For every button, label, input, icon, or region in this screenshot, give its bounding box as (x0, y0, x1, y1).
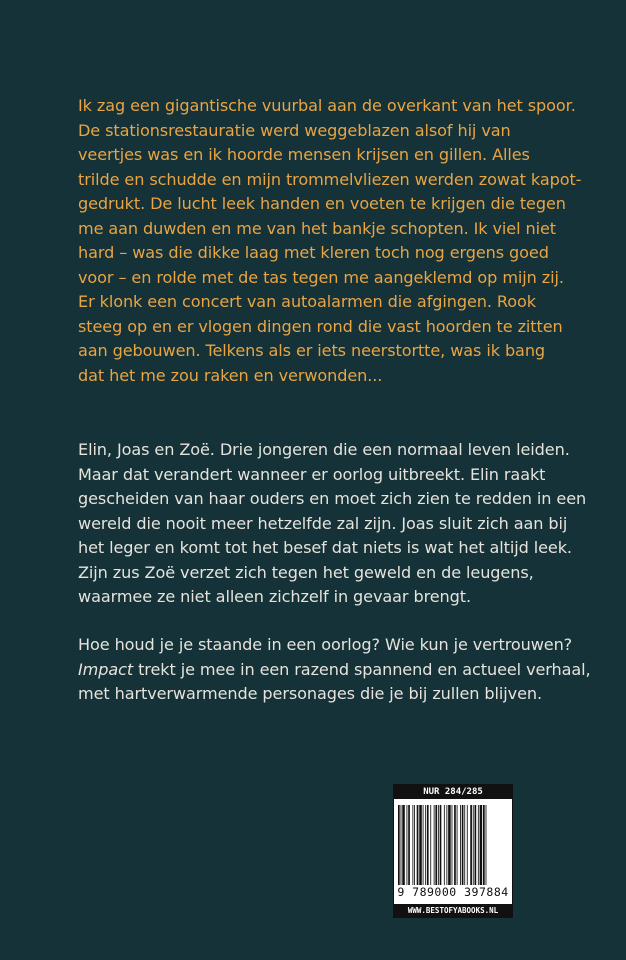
blurb-line: met hartverwarmende personages die je bij zullen blijven. (78, 684, 542, 703)
blurb-line (78, 658, 598, 683)
blurb-paragraph-1 (78, 438, 598, 610)
excerpt-line: trilde en schudde en mijn trommelvliezen werden zowat kapot- (78, 169, 582, 189)
excerpt-line: voor – en rolde met de tas tegen me aangeklemd op mijn zij. (78, 267, 564, 287)
excerpt-line: hard – was die dikke laag met kleren toch nog ergens goed (78, 243, 549, 262)
excerpt-line: Ik zag een gigantische vuurbal aan de overkant van het spoor. (78, 96, 576, 115)
blurb-line: het leger en komt tot het besef dat niets is wat het altijd leek. (78, 538, 572, 557)
publisher-website: WWW.BESTOFYABOOKS.NL (394, 904, 512, 917)
blurb-line: gescheiden van haar ouders en moet zich zien te redden in een (78, 489, 587, 508)
blurb-line: Zijn zus Zoë verzet zich tegen het geweld en de leugens, (78, 562, 534, 582)
barcode-label (393, 784, 513, 918)
blurb-line: Maar dat verandert wanneer er oorlog uitbreekt. Elin raakt (78, 464, 546, 484)
isbn-number: 9 789000 397884 (397, 885, 509, 899)
excerpt-line: steeg op en er vlogen dingen rond die vast hoorden te zitten (78, 316, 563, 336)
excerpt-quote (78, 94, 598, 388)
blurb-line: Elin, Joas en Zoë. Drie jongeren die een normaal leven leiden. (78, 440, 570, 459)
excerpt-line: dat het me zou raken en verwonden... (78, 365, 383, 385)
blurb-line: Hoe houd je je staande in een oorlog? Wie kun je vertrouwen? (78, 635, 573, 654)
barcode-icon (398, 805, 508, 885)
nur-code: NUR 284/285 (394, 785, 512, 799)
excerpt-line: De stationsrestauratie werd weggeblazen alsof hij van (78, 120, 511, 140)
book-title-italic: Impact (78, 659, 134, 679)
excerpt-line: veertjes was en ik hoorde mensen krijsen en gillen. Alles (78, 145, 530, 164)
blurb-line-rest: trekt je mee in een razend spannend en actueel verhaal, (133, 659, 591, 679)
blurb-line: wereld die nooit meer hetzelfde zal zijn. Joas sluit zich aan bij (78, 513, 568, 533)
excerpt-line: aan gebouwen. Telkens als er iets neerstortte, was ik bang (78, 341, 546, 360)
excerpt-line: Er klonk een concert van autoalarmen die afgingen. Rook (78, 292, 536, 311)
blurb-paragraph-2 (78, 633, 598, 707)
excerpt-line: me aan duwden en me van het bankje schopten. Ik viel niet (78, 218, 556, 238)
excerpt-line: gedrukt. De lucht leek handen en voeten te krijgen die tegen (78, 194, 566, 213)
blurb-line: waarmee ze niet alleen zichzelf in gevaar brengt. (78, 587, 471, 606)
